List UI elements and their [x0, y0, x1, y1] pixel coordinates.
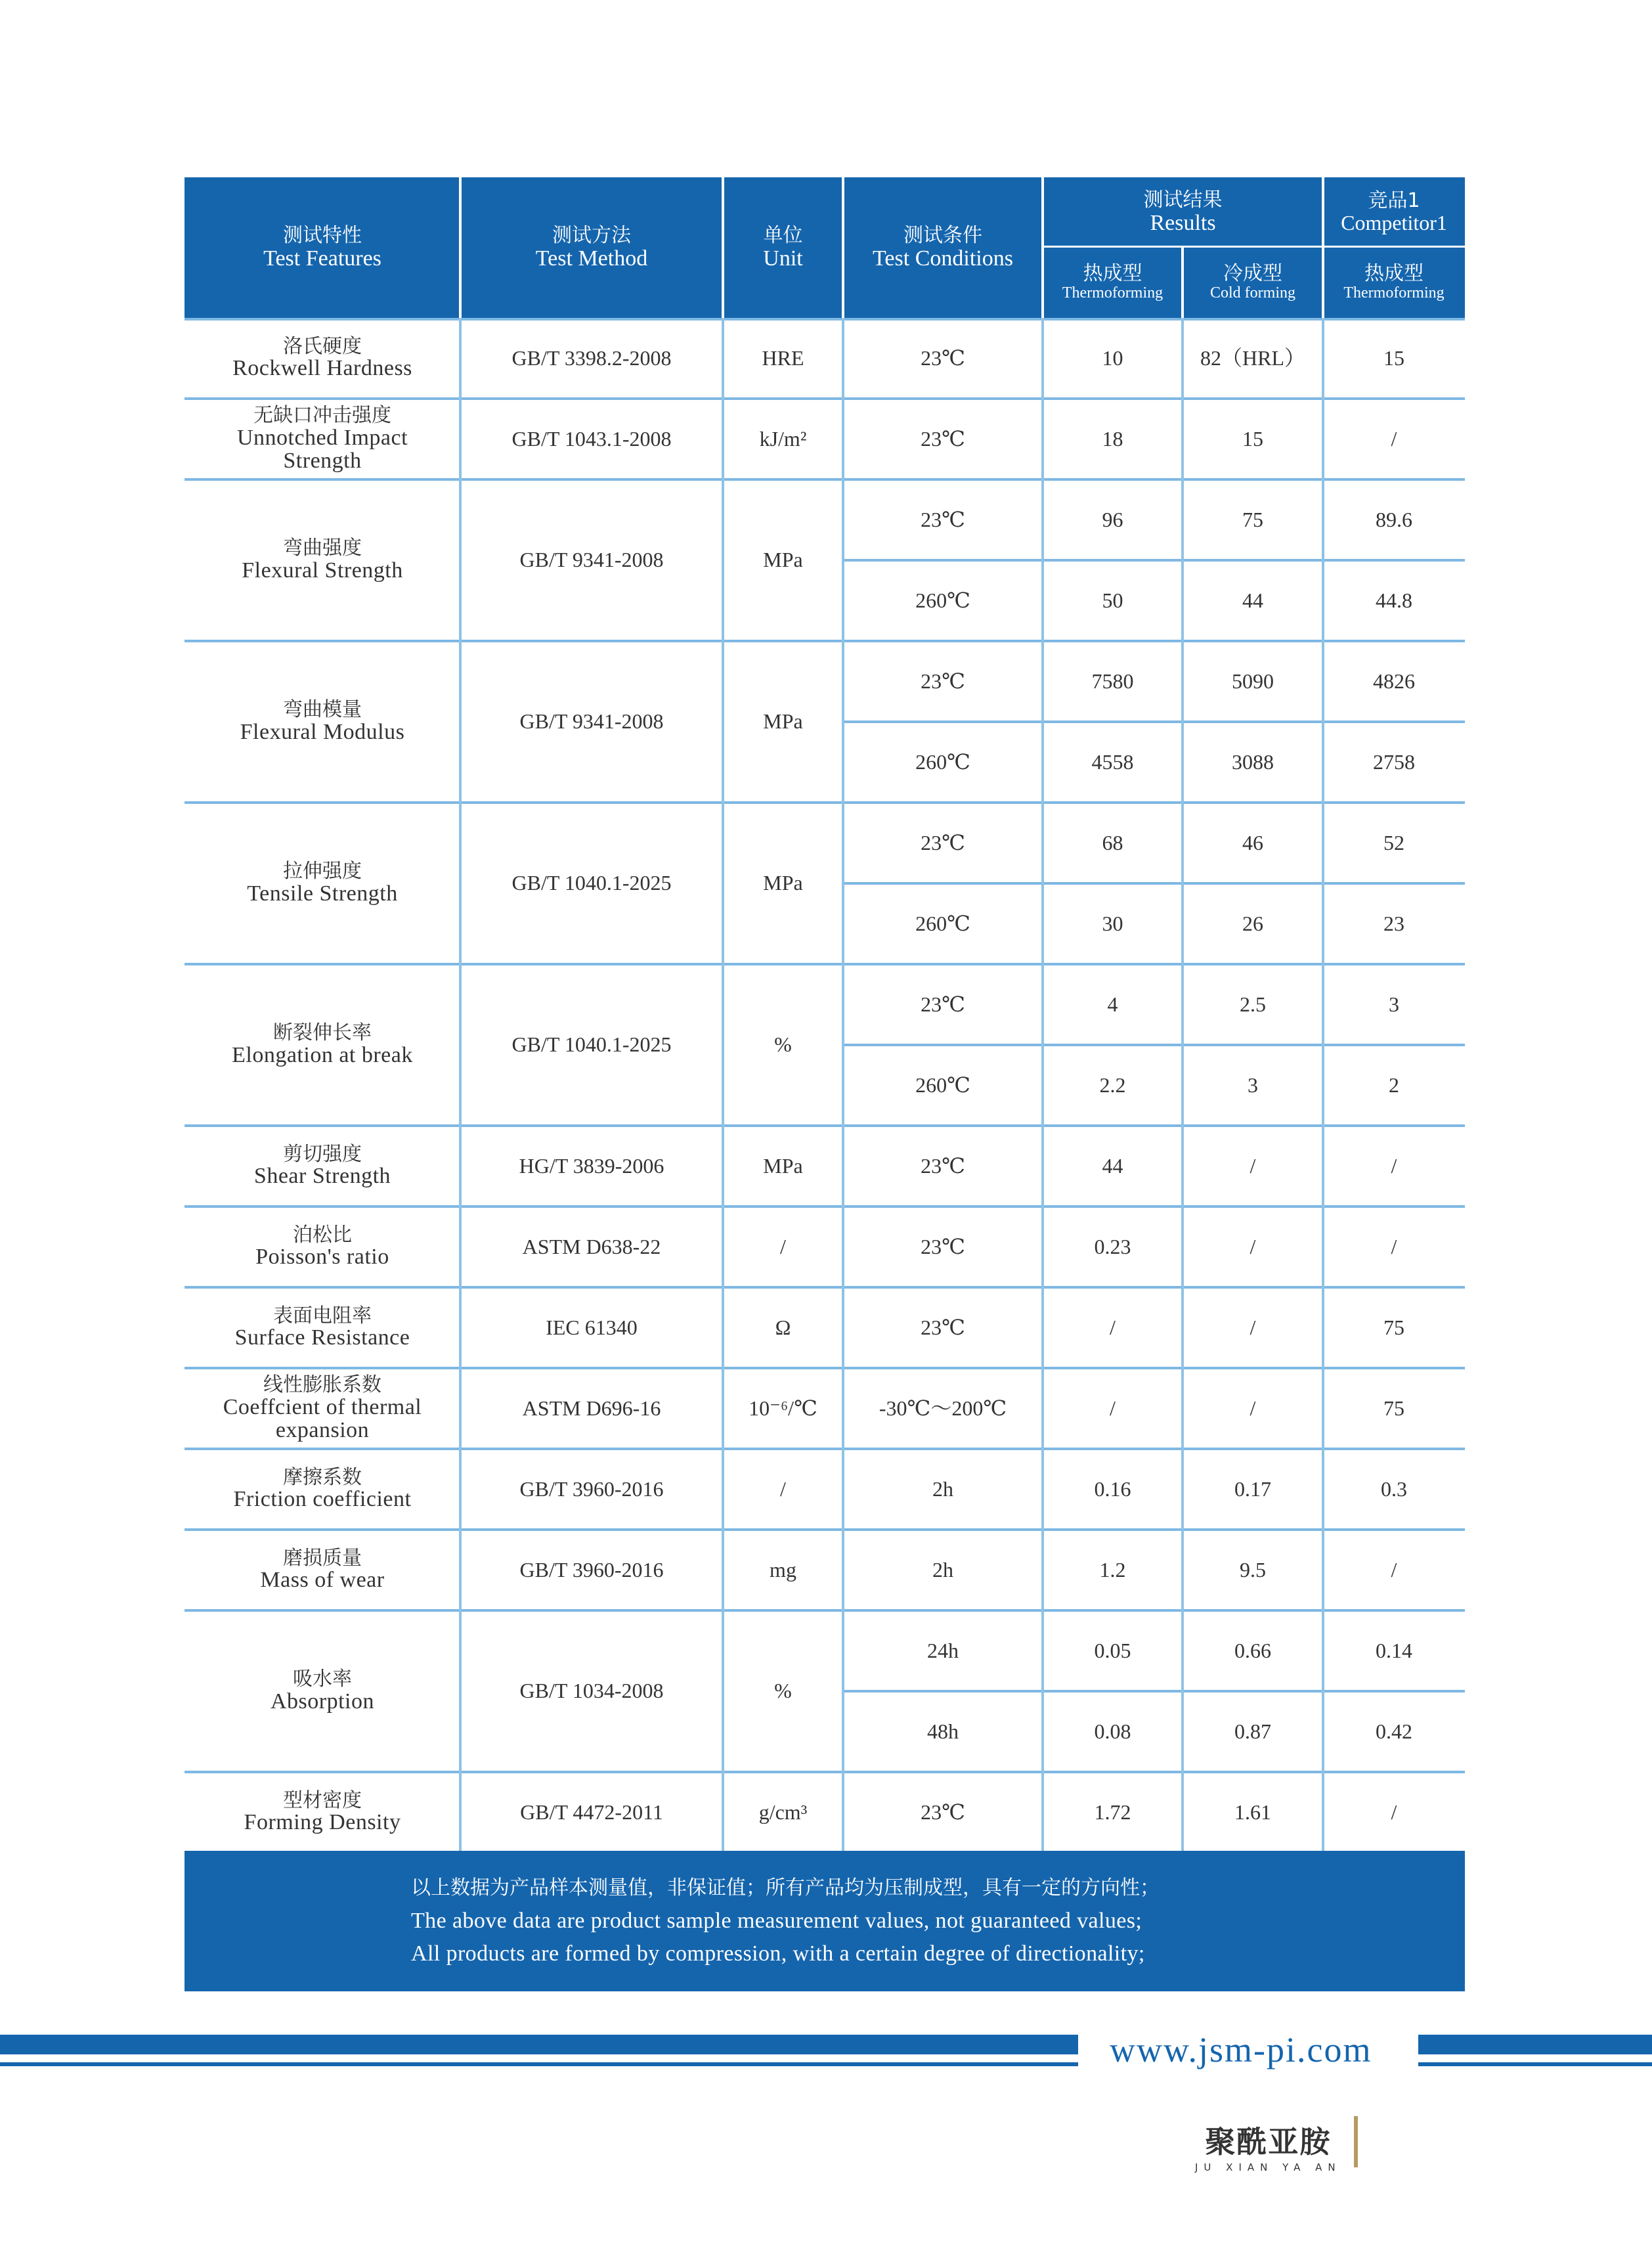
unit-cell: g/cm³ — [758, 1800, 808, 1824]
thermoforming-value: 4 — [1107, 992, 1118, 1016]
website-link[interactable]: www.jsm-pi.com — [1110, 2030, 1372, 2070]
header-unit-en: Unit — [763, 246, 803, 271]
method-cell: GB/T 9341-2008 — [519, 548, 664, 572]
condition-cell: 23℃ — [921, 669, 965, 693]
logo-text-zh: 聚酰亚胺 — [1205, 2124, 1332, 2159]
feature-name-en: Absorption — [271, 1689, 374, 1714]
feature-name-zh: 剪切强度 — [283, 1142, 362, 1166]
footnote-box — [185, 1851, 1465, 1991]
competitor-value: 0.42 — [1376, 1719, 1412, 1743]
unit-cell: kJ/m² — [759, 426, 807, 451]
competitor-value: / — [1391, 426, 1397, 451]
condition-cell: 23℃ — [921, 830, 965, 854]
competitor-value: 52 — [1383, 830, 1404, 854]
header-features — [185, 177, 460, 318]
thermoforming-value: 44 — [1102, 1153, 1123, 1178]
competitor-value: 44.8 — [1376, 588, 1412, 612]
feature-name-zh: 型材密度 — [283, 1788, 362, 1812]
thermoforming-value: / — [1110, 1396, 1116, 1420]
header-competitor — [1323, 177, 1465, 247]
thermoforming-value: 0.16 — [1094, 1476, 1131, 1501]
method-cell: ASTM D638-22 — [522, 1234, 661, 1258]
feature-name-en: Elongation at break — [232, 1042, 413, 1067]
feature-name-zh: 吸水率 — [293, 1668, 352, 1691]
feature-cell — [185, 318, 460, 399]
feature-name-zh: 无缺口冲击强度 — [253, 404, 391, 428]
thermoforming-value: 10 — [1102, 345, 1123, 370]
header-thermoforming-en: Thermoforming — [1062, 284, 1163, 302]
footnote-en-line2: All products are formed by compression, with a certain degree of directionality; — [411, 1941, 1145, 1966]
feature-name-zh: 洛氏硬度 — [283, 334, 362, 358]
condition-cell: 2h — [932, 1476, 953, 1501]
unit-cell: HRE — [762, 345, 804, 370]
unit-cell: MPa — [763, 871, 803, 895]
header-cold-forming — [1183, 247, 1323, 318]
column-divider — [842, 318, 844, 1853]
thermoforming-value: 18 — [1102, 426, 1123, 451]
feature-cell — [185, 1368, 460, 1449]
condition-cell: 260℃ — [915, 911, 970, 935]
thermoforming-value: 4558 — [1091, 749, 1134, 774]
header-method — [460, 177, 723, 318]
unit-cell: / — [780, 1234, 786, 1258]
header-unit-zh: 单位 — [763, 223, 803, 247]
header-cold-forming-zh: 冷成型 — [1223, 262, 1282, 286]
header-divider — [459, 177, 462, 318]
feature-name-en: Surface Resistance — [234, 1325, 410, 1350]
condition-cell: 260℃ — [915, 1073, 970, 1097]
feature-name-en: Coeffcient of thermal — [223, 1394, 422, 1419]
header-divider — [722, 177, 724, 318]
thermoforming-value: 0.05 — [1094, 1638, 1131, 1662]
feature-name-en: Rockwell Hardness — [232, 356, 412, 381]
header-features-zh: 测试特性 — [283, 223, 362, 247]
feature-name-en: expansion — [275, 1418, 370, 1443]
header-features-en: Test Features — [263, 246, 381, 271]
condition-cell: 23℃ — [921, 992, 965, 1016]
brand-logo — [1195, 2118, 1341, 2173]
competitor-value: / — [1391, 1557, 1397, 1582]
feature-cell — [185, 1126, 460, 1206]
unit-cell: % — [774, 1679, 792, 1703]
thermoforming-value: 1.2 — [1099, 1557, 1126, 1582]
feature-name-en: Mass of wear — [260, 1568, 385, 1593]
cold-forming-value: 26 — [1242, 911, 1263, 935]
condition-cell: 2h — [932, 1557, 953, 1582]
method-cell: GB/T 1034-2008 — [519, 1679, 664, 1703]
header-thermoforming — [1043, 247, 1183, 318]
feature-cell — [185, 803, 460, 964]
method-cell: IEC 61340 — [546, 1315, 638, 1339]
header-conditions-en: Test Conditions — [873, 246, 1013, 271]
unit-cell: MPa — [763, 709, 803, 734]
header-results-en: Results — [1150, 210, 1216, 235]
header-conditions — [843, 177, 1043, 318]
feature-name-en: Friction coefficient — [233, 1487, 412, 1512]
unit-cell: / — [780, 1476, 786, 1501]
unit-cell: MPa — [763, 1153, 803, 1178]
header-results-divider — [1043, 246, 1465, 248]
competitor-value: / — [1391, 1153, 1397, 1178]
feature-name-zh: 断裂伸长率 — [273, 1021, 372, 1045]
unit-cell: % — [774, 1032, 792, 1057]
unit-cell: mg — [770, 1557, 796, 1582]
cold-forming-value: / — [1250, 1234, 1256, 1258]
feature-name-en: Strength — [283, 449, 362, 474]
cold-forming-value: 46 — [1242, 830, 1263, 854]
cold-forming-value: 44 — [1242, 588, 1263, 612]
competitor-value: 23 — [1383, 911, 1404, 935]
method-cell: GB/T 3398.2-2008 — [511, 345, 672, 370]
footnote-zh: 以上数据为产品样本测量值，非保证值；所有产品均为压制成型，具有一定的方向性； — [411, 1876, 1160, 1899]
method-cell: GB/T 9341-2008 — [519, 709, 664, 734]
competitor-value: 75 — [1383, 1315, 1404, 1339]
header-divider — [1322, 177, 1324, 318]
feature-name-zh: 弯曲强度 — [283, 537, 362, 560]
thermoforming-value: 68 — [1102, 830, 1123, 854]
competitor-value: 0.14 — [1376, 1638, 1412, 1662]
cold-forming-value: 2.5 — [1240, 992, 1266, 1016]
header-competitor-thermoforming-en: Thermoforming — [1343, 284, 1445, 302]
footer-stripe-right — [1418, 2035, 1652, 2054]
feature-name-zh: 泊松比 — [293, 1223, 352, 1247]
header-divider — [1041, 177, 1044, 318]
condition-cell: 23℃ — [921, 1153, 965, 1178]
feature-cell — [185, 964, 460, 1126]
feature-name-en: Tensile Strength — [247, 881, 398, 906]
condition-cell: 260℃ — [915, 588, 970, 612]
feature-name-en: Shear Strength — [253, 1164, 391, 1189]
logo-text-en: JU XIAN YA AN — [1195, 2161, 1341, 2173]
feature-cell — [185, 1287, 460, 1368]
feature-name-zh: 表面电阻率 — [273, 1304, 372, 1327]
feature-name-zh: 摩擦系数 — [283, 1465, 362, 1489]
column-divider — [1322, 318, 1324, 1853]
footer-stripe-right-thin — [1418, 2062, 1652, 2066]
condition-cell: 48h — [927, 1719, 959, 1743]
competitor-value: 2 — [1389, 1073, 1399, 1097]
competitor-value: 15 — [1383, 345, 1404, 370]
competitor-value: 89.6 — [1376, 507, 1412, 531]
feature-name-en: Poisson's ratio — [255, 1245, 389, 1270]
condition-cell: 260℃ — [915, 749, 970, 774]
footer-stripe-left — [0, 2035, 1078, 2054]
header-conditions-zh: 测试条件 — [903, 223, 982, 247]
thermoforming-value: 30 — [1102, 911, 1123, 935]
unit-cell: 10⁻⁶/℃ — [749, 1396, 817, 1420]
header-competitor-en: Competitor1 — [1341, 210, 1447, 234]
method-cell: GB/T 1040.1-2025 — [511, 1032, 672, 1057]
method-cell: HG/T 3839-2006 — [519, 1153, 664, 1178]
method-cell: GB/T 4472-2011 — [520, 1800, 663, 1824]
thermoforming-value: 0.23 — [1094, 1234, 1131, 1258]
method-cell: GB/T 3960-2016 — [519, 1476, 664, 1501]
column-divider — [459, 318, 462, 1853]
cold-forming-value: 75 — [1242, 507, 1263, 531]
thermoforming-value: 7580 — [1091, 669, 1134, 693]
cold-forming-value: 9.5 — [1240, 1557, 1266, 1582]
competitor-value: 4826 — [1373, 669, 1415, 693]
feature-cell — [185, 1772, 460, 1853]
table-header — [185, 177, 1465, 318]
feature-cell — [185, 1610, 460, 1772]
thermoforming-value: / — [1110, 1315, 1116, 1339]
method-cell: GB/T 1043.1-2008 — [511, 426, 672, 451]
condition-cell: 23℃ — [921, 1234, 965, 1258]
feature-name-zh: 拉伸强度 — [283, 860, 362, 883]
feature-cell — [185, 399, 460, 479]
feature-name-en: Unnotched Impact — [236, 425, 408, 450]
column-divider — [1181, 318, 1184, 1853]
header-method-en: Test Method — [535, 246, 648, 271]
thermoforming-value: 50 — [1102, 588, 1123, 612]
condition-cell: 23℃ — [921, 426, 965, 451]
header-competitor-zh: 竞品1 — [1368, 188, 1420, 212]
cold-forming-value: 0.87 — [1234, 1719, 1271, 1743]
feature-cell — [185, 641, 460, 803]
header-results — [1043, 177, 1323, 247]
feature-name-zh: 磨损质量 — [283, 1546, 362, 1570]
competitor-value: / — [1391, 1234, 1397, 1258]
feature-name-en: Flexural Strength — [242, 558, 403, 583]
footer-stripe-left-thin — [0, 2062, 1078, 2066]
feature-name-zh: 弯曲模量 — [283, 698, 362, 722]
header-divider — [1181, 247, 1184, 318]
thermoforming-value: 1.72 — [1094, 1800, 1131, 1824]
method-cell: GB/T 3960-2016 — [519, 1557, 664, 1582]
thermoforming-value: 96 — [1102, 507, 1123, 531]
cold-forming-value: 3088 — [1232, 749, 1274, 774]
feature-cell — [185, 1530, 460, 1610]
competitor-value: 0.3 — [1381, 1476, 1407, 1501]
feature-cell — [185, 479, 460, 641]
header-method-zh: 测试方法 — [552, 223, 631, 247]
header-competitor-thermoforming-zh: 热成型 — [1364, 262, 1424, 286]
header-divider — [842, 177, 844, 318]
cold-forming-value: 3 — [1248, 1073, 1258, 1097]
feature-cell — [185, 1449, 460, 1530]
competitor-value: 75 — [1383, 1396, 1404, 1420]
competitor-value: 2758 — [1373, 749, 1415, 774]
header-competitor-thermoforming — [1323, 247, 1465, 318]
feature-cell — [185, 1206, 460, 1287]
cold-forming-value: / — [1250, 1153, 1256, 1178]
header-cold-forming-en: Cold forming — [1210, 284, 1295, 302]
cold-forming-value: 1.61 — [1234, 1800, 1271, 1824]
condition-cell: 23℃ — [921, 507, 965, 531]
condition-cell: 23℃ — [921, 345, 965, 370]
condition-cell: -30℃～200℃ — [879, 1396, 1007, 1420]
column-divider — [722, 318, 724, 1853]
method-cell: ASTM D696-16 — [522, 1396, 661, 1420]
footnote-en-line1: The above data are product sample measurement values, not guaranteed values; — [411, 1909, 1142, 1933]
competitor-value: / — [1391, 1800, 1397, 1824]
feature-name-zh: 线性膨胀系数 — [263, 1373, 381, 1397]
cold-forming-value: / — [1250, 1315, 1256, 1339]
feature-name-en: Flexural Modulus — [240, 719, 405, 744]
cold-forming-value: / — [1250, 1396, 1256, 1420]
unit-cell: Ω — [775, 1315, 791, 1339]
condition-cell: 23℃ — [921, 1800, 965, 1824]
thermoforming-value: 2.2 — [1099, 1073, 1126, 1097]
cold-forming-value: 0.66 — [1234, 1638, 1271, 1662]
thermoforming-value: 0.08 — [1094, 1719, 1131, 1743]
cold-forming-value: 15 — [1242, 426, 1263, 451]
unit-cell: MPa — [763, 548, 803, 572]
condition-cell: 24h — [927, 1638, 959, 1662]
header-thermoforming-zh: 热成型 — [1083, 262, 1142, 286]
cold-forming-value: 5090 — [1232, 669, 1274, 693]
condition-cell: 23℃ — [921, 1315, 965, 1339]
feature-name-en: Forming Density — [244, 1810, 401, 1835]
column-divider — [1041, 318, 1044, 1853]
cold-forming-value: 0.17 — [1234, 1476, 1271, 1501]
competitor-value: 3 — [1389, 992, 1399, 1016]
method-cell: GB/T 1040.1-2025 — [511, 871, 672, 895]
header-unit — [723, 177, 843, 318]
header-results-zh: 测试结果 — [1143, 188, 1223, 211]
cold-forming-value: 82（HRL） — [1200, 345, 1305, 370]
logo-accent-bar — [1354, 2116, 1358, 2167]
